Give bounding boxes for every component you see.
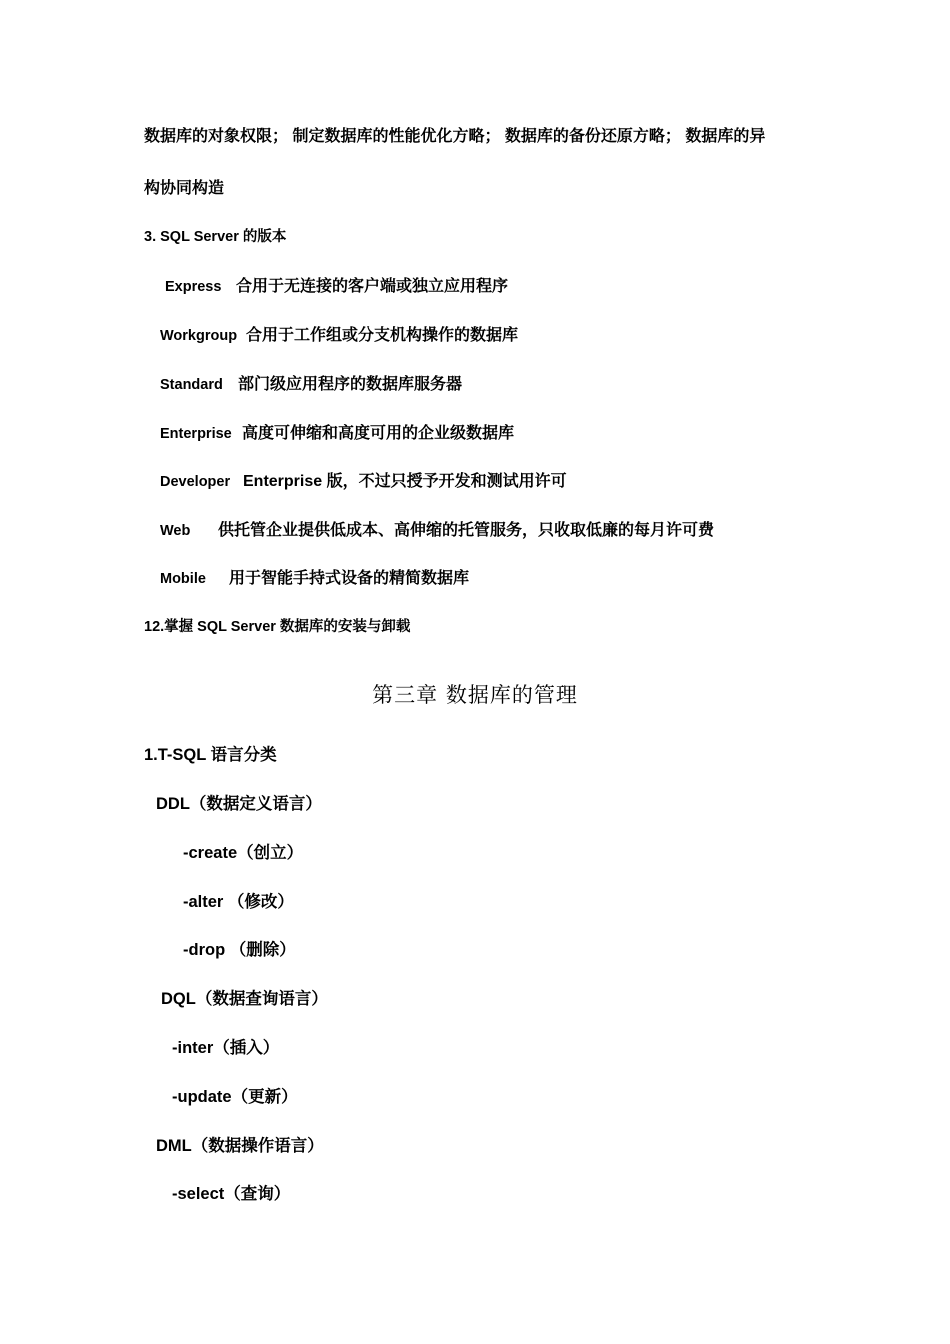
version-name: Mobile [160, 571, 206, 587]
version-name: Express [165, 279, 222, 295]
version-item-web [160, 523, 714, 539]
version-desc: 部门级应用程序的数据库服务器 [238, 376, 463, 393]
version-name: Standard [160, 377, 223, 393]
dml-label: DML（数据操作语言） [156, 1137, 324, 1155]
tsql-heading: 1.T-SQL 语言分类 [144, 746, 277, 764]
version-desc: Enterprise 版，不过只授予开发和测试用许可 [243, 473, 567, 490]
version-name: Enterprise [160, 426, 232, 442]
version-desc: 供托管企业提供低成本、高伸缩的托管服务，只收取低廉的每月许可费 [218, 522, 715, 539]
install-heading: 12.掌握 SQL Server 数据库的安装与卸载 [144, 619, 411, 635]
chapter-title: 第三章 数据库的管理 [372, 683, 578, 707]
version-desc: 用于智能手持式设备的精简数据库 [229, 570, 470, 587]
dml-item-select: -select（查询） [172, 1185, 291, 1203]
ddl-label: DDL（数据定义语言） [156, 795, 322, 813]
ddl-item-drop: -drop （删除） [183, 941, 296, 959]
dql-item-inter: -inter（插入） [172, 1039, 280, 1057]
ddl-item-alter: -alter （修改） [183, 893, 294, 911]
version-desc: 合用于无连接的客户端或独立应用程序 [236, 278, 509, 295]
version-name: Developer [160, 474, 231, 490]
dql-label: DQL（数据查询语言） [161, 990, 328, 1008]
version-item-mobile [160, 571, 469, 587]
dql-item-update: -update（更新） [172, 1088, 298, 1106]
version-item-workgroup [160, 328, 518, 344]
version-name: Web [160, 523, 191, 539]
versions-heading: 3. SQL Server 的版本 [144, 229, 287, 245]
version-name: Workgroup [160, 328, 238, 344]
version-desc: 合用于工作组或分支机构操作的数据库 [246, 327, 519, 344]
version-item-enterprise [160, 426, 514, 442]
version-item-standard [160, 377, 462, 393]
ddl-item-create: -create（创立） [183, 844, 304, 862]
intro-line-1: 数据库的对象权限； 制定数据库的性能优化方略； 数据库的备份还原方略； 数据库的异 [144, 128, 766, 145]
version-item-developer [160, 474, 567, 490]
version-desc: 高度可伸缩和高度可用的企业级数据库 [242, 425, 515, 442]
intro-line-2: 构协同构造 [144, 180, 225, 197]
version-item-express [165, 279, 508, 295]
